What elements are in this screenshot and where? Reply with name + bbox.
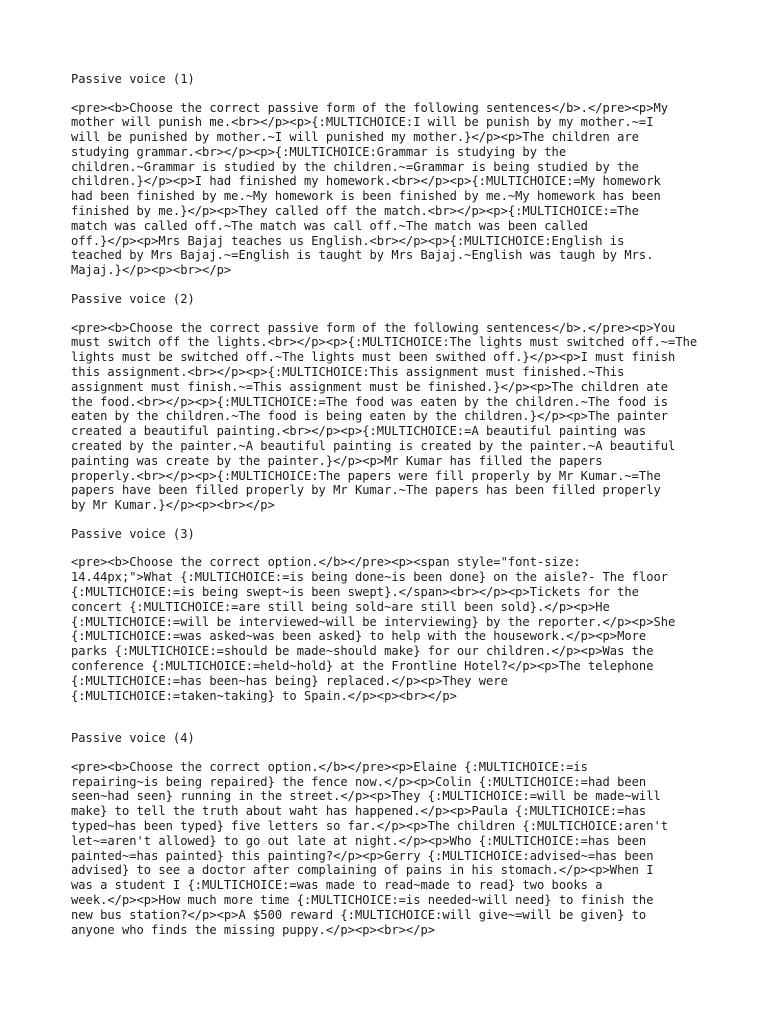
section-passive-voice-2 (71, 292, 698, 513)
section-body: <pre><b>Choose the correct passive form of the following sentences</b>.</pre><p>You must switch off the lights.<br></p><p>{:MULTICHOICE:The lights must switched off.~=The lights must be switched off.~The lights must been swithed off.}</p><p>I must finish this assignment.<br></p><p>{:MULTICHOICE:This assignment must finished.~This assignment must finish.~=This assignment must be finished.}</p><p>The children ate the food.<br></p><p>{:MULTICHOICE:=The food was eaten by the children.~The food is eaten by the children.~The food is being eaten by the children.}</p><p>The painter created a beautiful painting.<br></p><p>{:MULTICHOICE:=A beautiful painting was created by the painter.~A beautiful painting is created by the painter.~A beautiful painting was create by the painter.}</p><p>Mr Kumar has filled the papers properly.<br></p><p>{:MULTICHOICE:The papers were fill properly by Mr Kumar.~=The papers have been filled properly by Mr Kumar.~The papers has been filled properly by Mr Kumar.}</p><p><br></p> (71, 320, 698, 513)
section-passive-voice-4 (71, 731, 693, 937)
section-title: Passive voice (2) (71, 292, 195, 307)
section-body: <pre><b>Choose the correct option.</b></pre><p><span style="font-size: 14.44px;">What {:MULTICHOICE:=is being done~is been done} on the aisle?- The floor {:MULTICHOICE:=is being swept~is been swept}.</span><br></p><p>Tickets for the concert {:MULTICHOICE:=are still being sold~are still been sold}.</p><p>He {:MULTICHOICE:=will be interviewed~will be interviewing} by the reporter.</p><p>She {:MULTICHOICE:=was asked~was been asked} to help with the housework.</p><p>More parks {:MULTICHOICE:=should be made~should make} for our children.</p><p>Was the conference {:MULTICHOICE:=held~hold} at the Frontline Hotel?</p><p>The telephone {:MULTICHOICE:=has been~has being} replaced.</p><p>They were {:MULTICHOICE:=taken~taking} to Spain.</p><p><br></p> (71, 555, 676, 703)
document (71, 72, 698, 937)
section-body: <pre><b>Choose the correct passive form of the following sentences</b>.</pre><p>My mother will punish me.<br></p><p>{:MULTICHOICE:I will be punish by my mother.~=I will be punished by mother.~I will punished my mother.}</p><p>The children are studying grammar.<br></p><p>{:MULTICHOICE:Grammar is studying by the children.~Grammar is studied by the children.~=Grammar is being studied by the children.}</p><p>I had finished my homework.<br></p><p>{:MULTICHOICE:=My homework had been finished by me.~My homework is been finished by me.~My homework has been finished by me.}</p><p>They called off the match.<br></p><p>{:MULTICHOICE:=The match was called off.~The match was call off.~The match was been called off.}</p><p>Mrs Bajaj teaches us English.<br></p><p>{:MULTICHOICE:English is teached by Mrs Bajaj.~=English is taught by Mrs Bajaj.~English was taugh by Mrs. Majaj.}</p><p><br></p> (71, 100, 669, 278)
section-body: <pre><b>Choose the correct option.</b></pre><p>Elaine {:MULTICHOICE:=is repairing~is being repaired} the fence now.</p><p>Colin {:MULTICHOICE:=had been seen~had seen} running in the street.</p><p>They {:MULTICHOICE:=will be made~will make} to tell the truth about waht has happened.</p><p>Paula {:MULTICHOICE:=has typed~has been typed} five letters so far.</p><p>The children {:MULTICHOICE:aren't let~=aren't allowed} to go out late at night.</p><p>Who {:MULTICHOICE:=has been painted~=has painted} this painting?</p><p>Gerry {:MULTICHOICE:advised~=has been advised} to see a doctor after complaining of pains in his stomach.</p><p>When I was a student I {:MULTICHOICE:=was made to read~made to read} two books a week.</p><p>How much more time {:MULTICHOICE:=is needed~will need} to finish the new bus station?</p><p>A $500 reward {:MULTICHOICE:will give~=will be given} to anyone who finds the missing puppy.</p><p><br></p> (71, 759, 669, 937)
section-title: Passive voice (3) (71, 526, 195, 541)
section-passive-voice-1 (71, 72, 693, 278)
section-title: Passive voice (4) (71, 731, 195, 746)
section-title: Passive voice (1) (71, 72, 195, 86)
section-passive-voice-3 (71, 527, 693, 703)
